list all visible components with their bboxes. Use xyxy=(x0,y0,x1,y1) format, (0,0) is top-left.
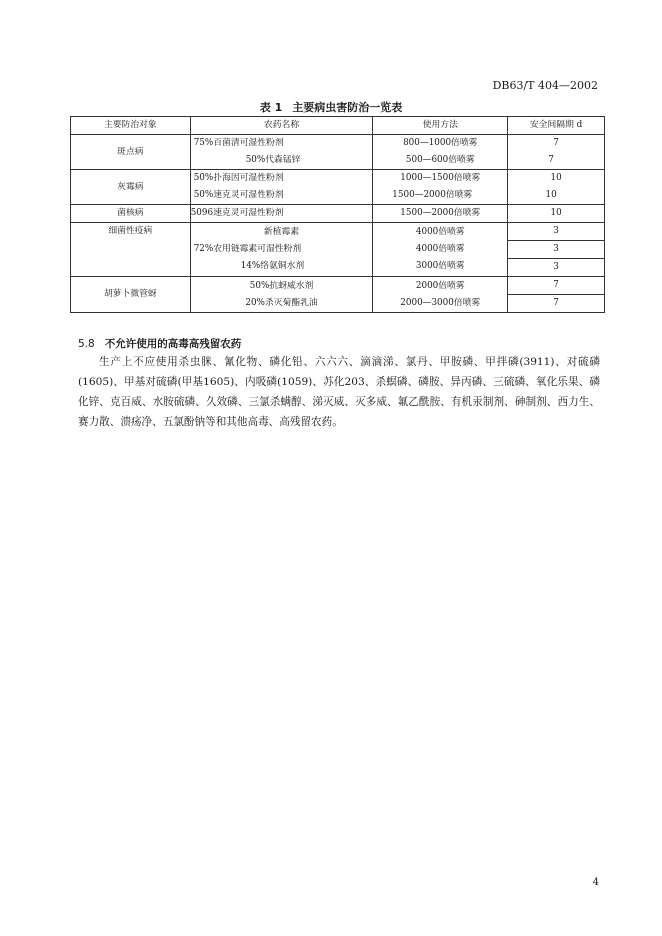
table-caption-text: 主要病虫害防治一览表 xyxy=(292,101,403,114)
header-interval: 安全间隔期 d xyxy=(508,117,605,135)
interval-cell xyxy=(508,170,605,205)
method-value: 500—600倍喷雾 xyxy=(405,155,475,165)
pesticide-name: 50%抗蚜威水剂 xyxy=(249,280,314,291)
table-row xyxy=(71,205,605,223)
interval-value: 10 xyxy=(545,190,557,200)
interval-value: 10 xyxy=(550,173,562,183)
target-cell: 胡萝卜微管蚜 xyxy=(71,277,191,313)
pesticide-name: 50%扑海因可湿性粉剂 xyxy=(193,173,284,183)
pesticide-cell xyxy=(190,223,373,277)
pesticide-name: 50%代森锰锌 xyxy=(245,155,301,165)
table-caption xyxy=(0,99,662,115)
target-cell-continued xyxy=(71,259,191,277)
table-row xyxy=(71,277,605,295)
target-cell: 灰霉病 xyxy=(71,170,191,205)
interval-value: 3 xyxy=(508,259,605,277)
interval-value: 3 xyxy=(508,223,605,241)
method-value: 1500—2000倍喷雾 xyxy=(373,205,508,223)
document-code: DB63/T 404—2002 xyxy=(492,79,598,92)
interval-value: 7 xyxy=(548,155,554,165)
table-header-row xyxy=(71,117,605,135)
header-method: 使用方法 xyxy=(373,117,508,135)
method-value: 2000—3000倍喷雾 xyxy=(400,297,481,308)
interval-cell xyxy=(508,135,605,170)
method-value: 3000倍喷雾 xyxy=(415,261,465,271)
pesticide-cell xyxy=(190,135,373,170)
interval-value: 7 xyxy=(553,138,559,148)
pesticide-cell xyxy=(190,170,373,205)
pesticide-name: 新植霉素 xyxy=(263,227,300,237)
method-cell xyxy=(373,170,508,205)
method-value: 2000倍喷雾 xyxy=(415,280,465,291)
pesticide-name: 50%速克灵可湿性粉剂 xyxy=(193,190,284,200)
table-caption-number: 表 1 xyxy=(259,101,283,114)
method-value: 800—1000倍喷雾 xyxy=(403,138,478,148)
method-cell xyxy=(373,277,508,313)
method-value: 1500—2000倍喷雾 xyxy=(392,190,473,200)
interval-value: 7 xyxy=(508,277,605,295)
section-title: 不允许使用的高毒高残留农药 xyxy=(104,338,242,350)
target-cell: 细菌性疫病 xyxy=(71,223,191,241)
section-body-paragraph: 生产上不应使用杀虫脒、氰化物、磷化铅、六六六、滴滴涕、氯丹、甲胺磷、甲拌磷(3911)、对硫磷(1605)、甲基对硫磷(甲基1605)、内吸磷(1059)、苏化203、杀螟磷、磷胺、异丙磷、三硫磷、氧化乐果、磷化锌、克百威、水胺硫磷、久效磷、三氯杀螨醇、涕灭威、灭多威、氟乙酰胺、有机汞制剂、砷制剂、西力生、赛力散、溃疡净、五氯酚钠等和其他高毒、高残留农药。 xyxy=(78,356,600,428)
method-value: 1000—1500倍喷雾 xyxy=(400,173,481,183)
header-pesticide: 农药名称 xyxy=(190,117,373,135)
section-heading xyxy=(78,336,241,351)
pesticide-name: 75%百菌清可湿性粉剂 xyxy=(193,138,284,148)
pesticide-name: 72%农用链霉素可湿性粉剂 xyxy=(193,244,302,254)
target-cell: 菌核病 xyxy=(71,205,191,223)
header-target: 主要防治对象 xyxy=(71,117,191,135)
pesticide-cell xyxy=(190,277,373,313)
section-number: 5.8 xyxy=(78,338,95,350)
interval-value: 7 xyxy=(508,295,605,313)
pesticide-name: 14%络氨铜水剂 xyxy=(240,261,305,271)
target-cell: 斑点病 xyxy=(71,135,191,170)
method-cell xyxy=(373,223,508,277)
method-value: 4000倍喷雾 xyxy=(415,244,465,254)
method-cell xyxy=(373,135,508,170)
pest-control-table xyxy=(70,116,605,313)
method-value: 4000倍喷雾 xyxy=(415,227,465,237)
table-row xyxy=(71,223,605,241)
interval-value: 10 xyxy=(508,205,605,223)
interval-value: 3 xyxy=(508,241,605,259)
pesticide-name: 20%杀灭菊酯乳油 xyxy=(245,297,318,308)
page-number: 4 xyxy=(592,877,599,888)
target-cell-continued xyxy=(71,241,191,259)
pesticide-name: 5096速克灵可湿性粉剂 xyxy=(190,205,373,223)
